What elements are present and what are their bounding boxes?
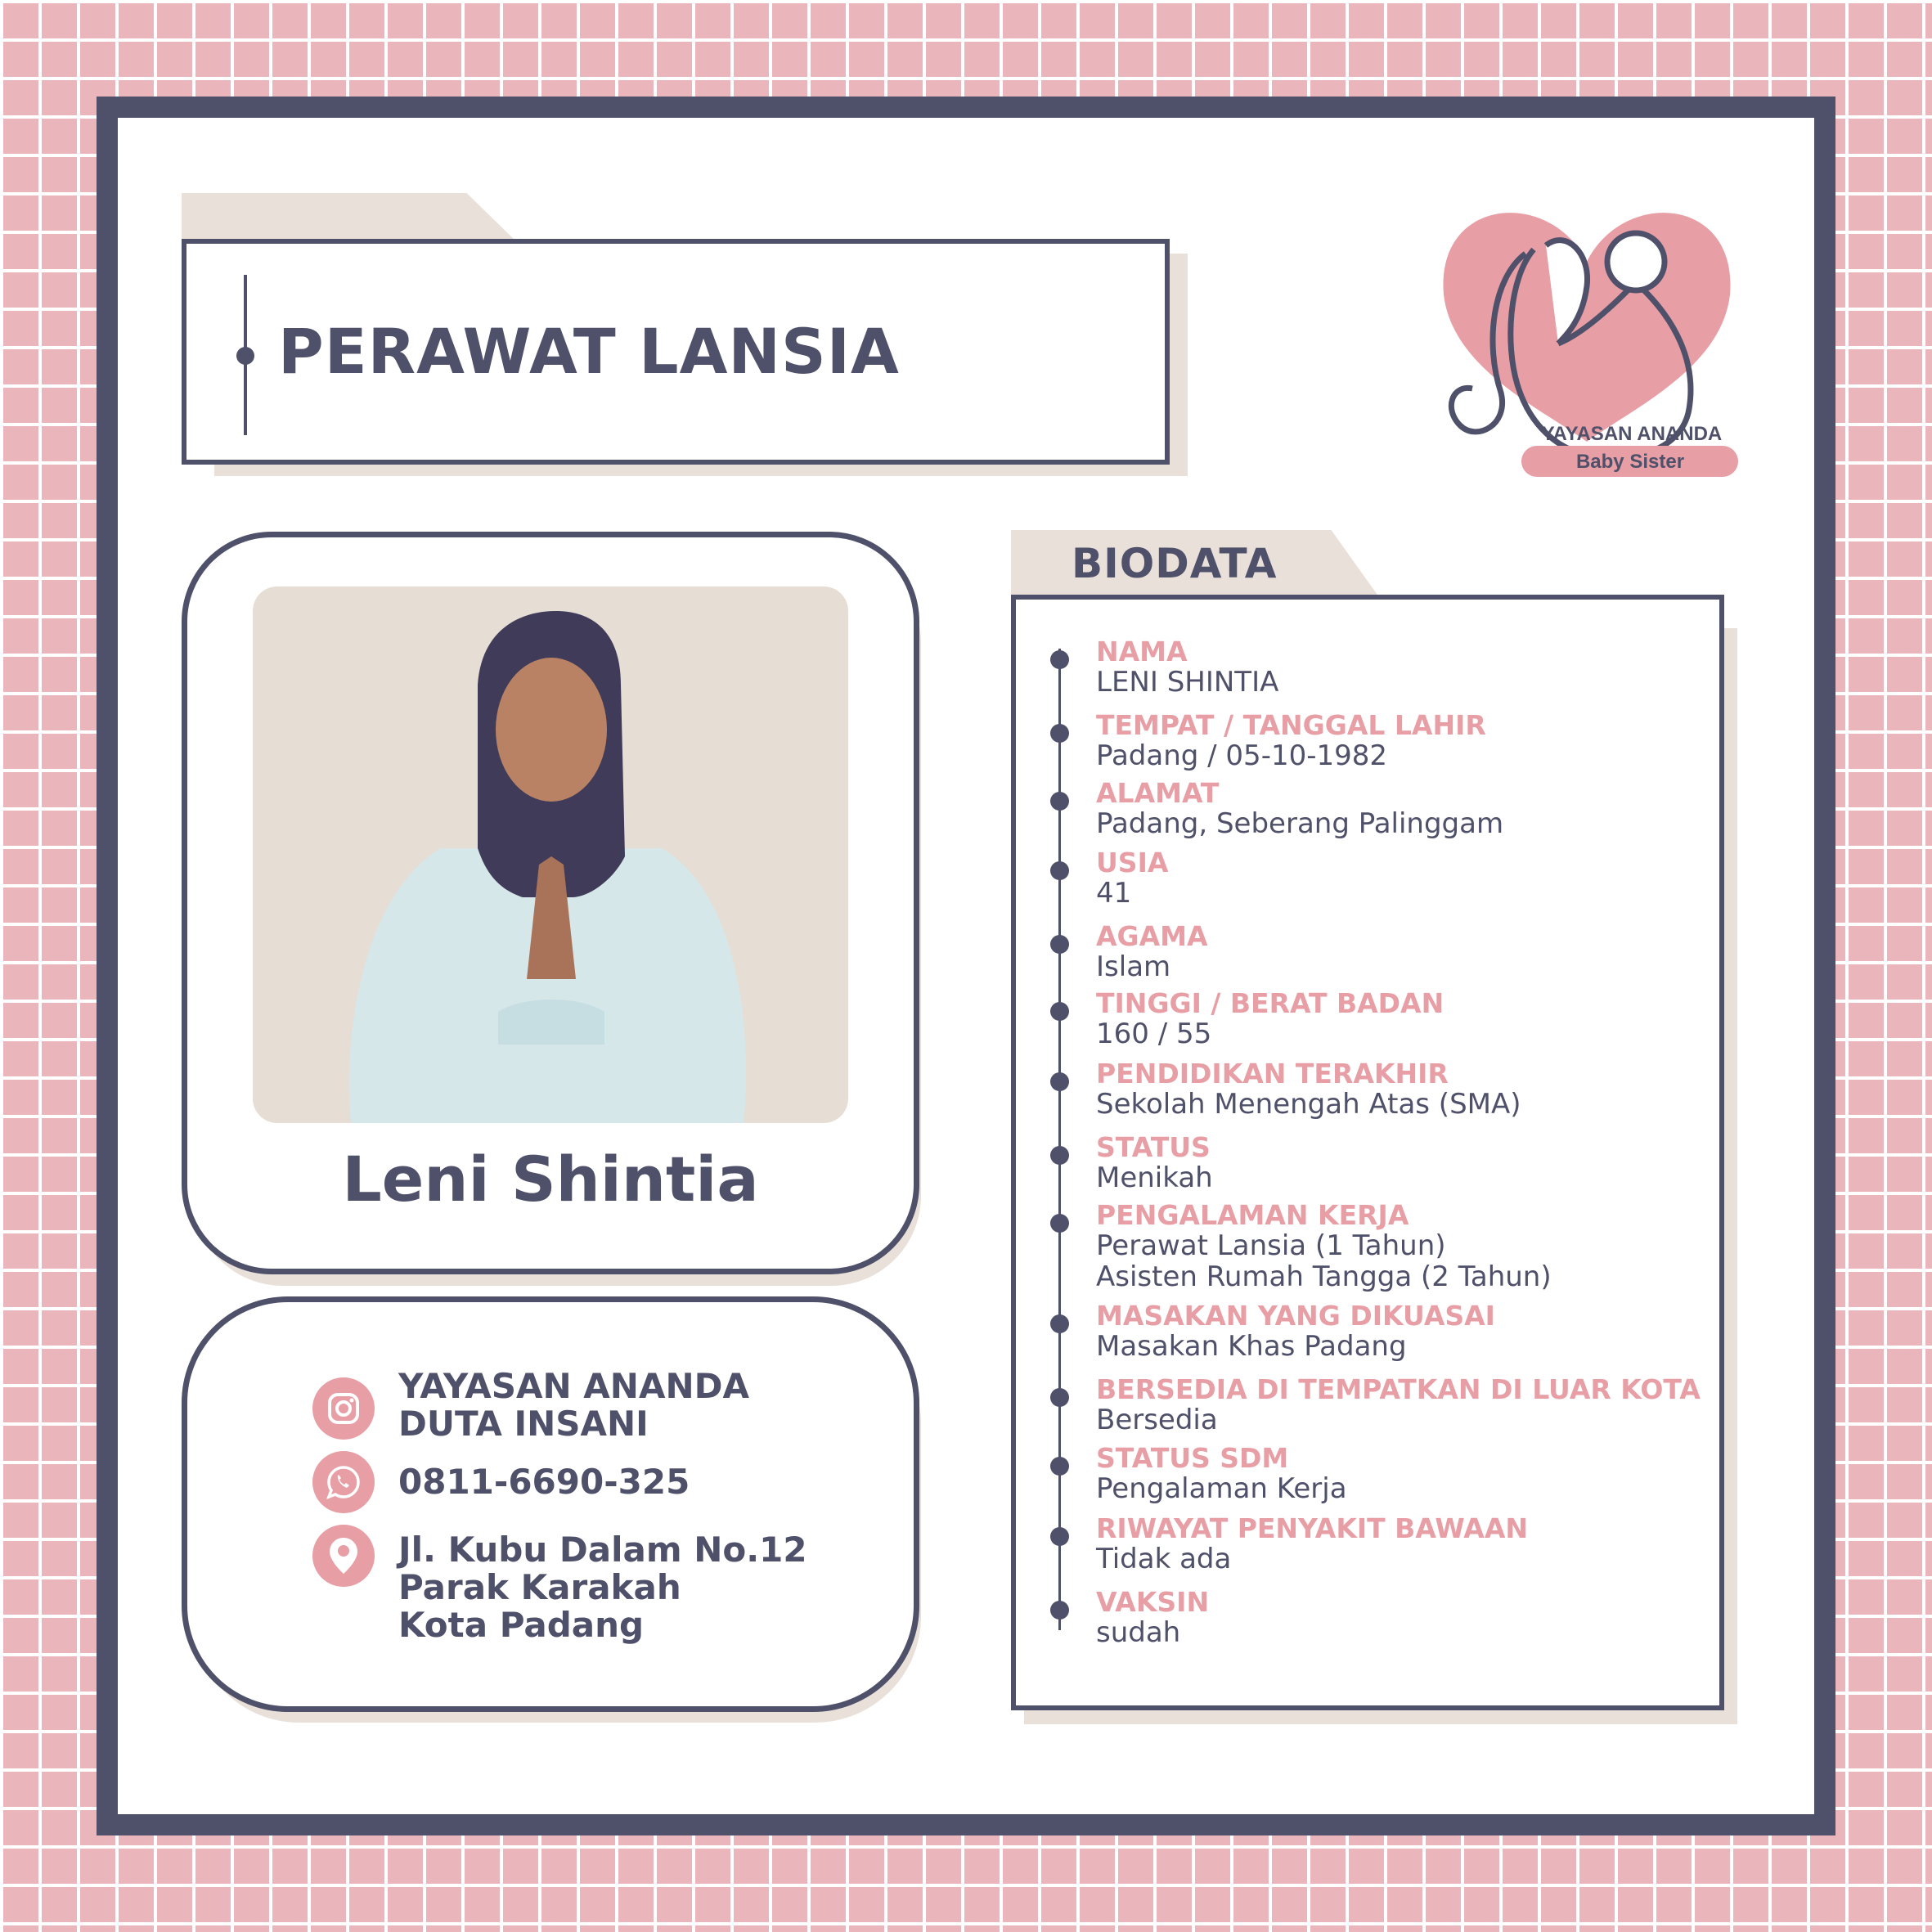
biodata-title: BIODATA [1072,540,1278,587]
title-tab-decoration [182,193,517,242]
bio-value [1096,1230,1552,1292]
bio-value-line-2: Asisten Rumah Tangga (2 Tahun) [1096,1260,1552,1293]
bio-value: Pengalaman Kerja [1096,1472,1347,1505]
biodata-box [1011,595,1724,1710]
address-line-2: Parak Karakah [398,1567,681,1607]
bio-value: sudah [1096,1616,1181,1649]
bio-value: Masakan Khas Padang [1096,1330,1407,1363]
bio-label: PENDIDIKAN TERAKHIR [1096,1058,1449,1090]
timeline-dot [1050,792,1069,811]
bio-value-line-1: Perawat Lansia (1 Tahun) [1096,1229,1446,1262]
bio-label: BERSEDIA DI TEMPATKAN DI LUAR KOTA [1096,1373,1701,1405]
timeline-dot [1050,1072,1069,1091]
address[interactable] [398,1531,807,1644]
bio-label: TEMPAT / TANGGAL LAHIR [1096,709,1486,741]
address-line-3: Kota Padang [398,1605,645,1645]
bio-value: Tidak ada [1096,1543,1232,1575]
bio-value: Padang, Seberang Palinggam [1096,807,1504,840]
profile-photo [253,586,848,1123]
bio-label: AGAMA [1096,920,1208,952]
bio-value: Padang / 05-10-1982 [1096,739,1388,772]
bio-label: RIWAYAT PENYAKIT BAWAAN [1096,1512,1528,1544]
timeline-dot [1050,1002,1069,1021]
timeline-dot [1050,1388,1069,1407]
timeline-dot [1050,1146,1069,1165]
timeline-dot [1050,1527,1069,1546]
bio-value: 41 [1096,877,1132,910]
bio-value: Islam [1096,950,1171,983]
phone-number[interactable]: 0811-6690-325 [398,1462,690,1502]
timeline-dot [1050,1314,1069,1333]
timeline-dot [1050,724,1069,743]
timeline-dot [1050,1457,1069,1476]
bio-label: PENGALAMAN KERJA [1096,1199,1409,1231]
timeline-dot [1050,1214,1069,1233]
whatsapp-icon[interactable] [312,1451,375,1513]
timeline-dot [1050,650,1069,669]
address-line-1: Jl. Kubu Dalam No.12 [398,1530,807,1570]
timeline-dot [1050,935,1069,954]
location-pin-icon[interactable] [312,1525,375,1587]
timeline-dot [1050,1601,1069,1620]
bio-label: TINGGI / BERAT BADAN [1096,987,1445,1019]
title-bullet [236,347,254,365]
logo-name: YAYASAN ANANDA [1541,423,1723,445]
bio-label: VAKSIN [1096,1586,1210,1618]
timeline-dot [1050,861,1069,880]
bio-value: Sekolah Menengah Atas (SMA) [1096,1088,1521,1121]
person-name: Leni Shintia [342,1143,759,1215]
contact-card [182,1296,919,1712]
photo-card [182,532,919,1274]
bio-label: ALAMAT [1096,777,1220,809]
bio-label: STATUS [1096,1131,1211,1163]
bio-value: 160 / 55 [1096,1018,1212,1050]
instagram-icon[interactable] [312,1377,375,1440]
instagram-line-2: DUTA INSANI [398,1404,649,1444]
bio-label: MASAKAN YANG DIKUASAI [1096,1300,1495,1332]
bio-label: USIA [1096,847,1169,878]
logo-tagline: Baby Sister [1575,451,1685,473]
instagram-line-1: YAYASAN ANANDA [398,1366,749,1406]
bio-label: NAMA [1096,636,1188,667]
bio-value: LENI SHINTIA [1096,666,1279,699]
bio-value: Menikah [1096,1161,1213,1194]
page-title: PERAWAT LANSIA [278,315,900,388]
instagram-handle[interactable] [398,1368,749,1443]
bio-value: Bersedia [1096,1404,1218,1436]
title-box [182,239,1170,465]
yayasan-ananda-logo [1427,180,1746,487]
bio-label: STATUS SDM [1096,1442,1289,1474]
